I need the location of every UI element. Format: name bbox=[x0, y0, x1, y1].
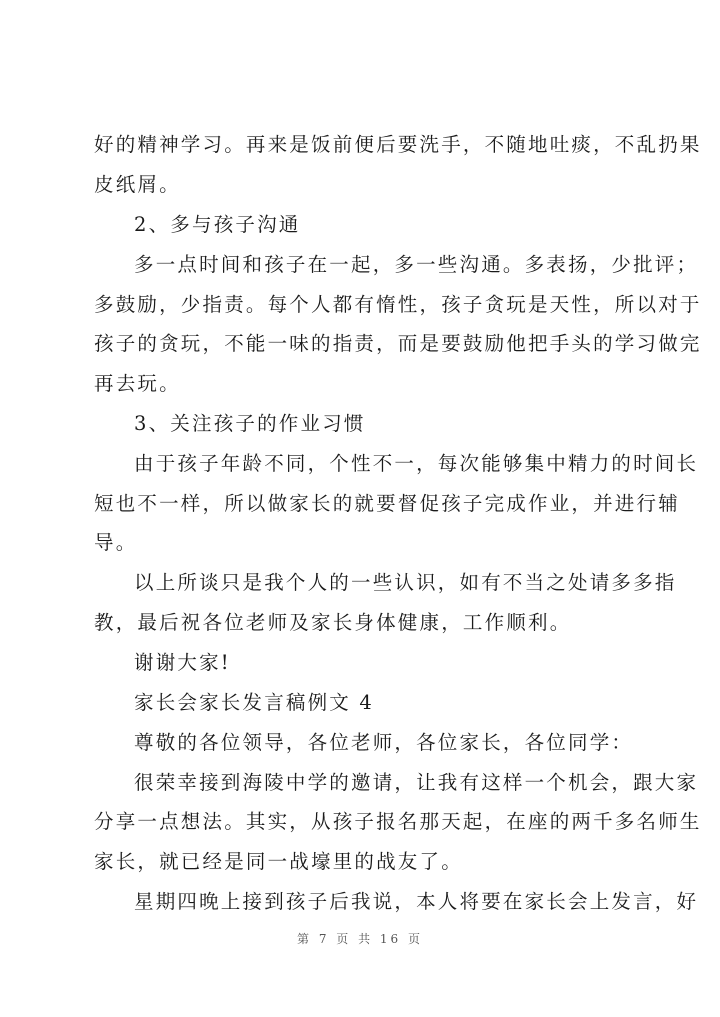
body-text-line: 分享一点想法。其实，从孩子报名那天起，在座的两千多名师生 bbox=[94, 810, 702, 833]
body-text-line: 谢谢大家! bbox=[134, 651, 231, 674]
body-text-line: 以上所谈只是我个人的一些认识，如有不当之处请多多指 bbox=[134, 571, 677, 594]
page-number-footer: 第 7 页 共 16 页 bbox=[297, 932, 423, 946]
body-text-line: 好的精神学习。再来是饭前便后要洗手，不随地吐痰，不乱扔果 bbox=[94, 133, 702, 156]
section-heading: 3、关注孩子的作业习惯 bbox=[134, 412, 366, 435]
body-text-line: 孩子的贪玩，不能一味的指责，而是要鼓励他把手头的学习做完 bbox=[94, 332, 702, 355]
body-text-line: 皮纸屑。 bbox=[94, 173, 181, 196]
body-text-line: 由于孩子年龄不同，个性不一，每次能够集中精力的时间长 bbox=[134, 452, 699, 475]
body-text-line: 再去玩。 bbox=[94, 372, 181, 395]
body-text-line: 短也不一样，所以做家长的就要督促孩子完成作业，并进行辅 bbox=[94, 492, 680, 515]
section-heading: 2、多与孩子沟通 bbox=[134, 213, 301, 236]
greeting-line: 尊敬的各位领导，各位老师，各位家长，各位同学： bbox=[134, 731, 634, 754]
body-text-line: 导。 bbox=[94, 531, 138, 554]
body-text-line: 星期四晚上接到孩子后我说，本人将要在家长会上发言，好 bbox=[134, 890, 699, 913]
article-title: 家长会家长发言稿例文 4 bbox=[134, 691, 375, 714]
body-text-line: 教，最后祝各位老师及家长身体健康，工作顺利。 bbox=[94, 611, 572, 634]
body-text-line: 多一点时间和孩子在一起，多一些沟通。多表扬，少批评； bbox=[134, 253, 699, 276]
body-text-line: 家长，就已经是同一战壕里的战友了。 bbox=[94, 850, 463, 873]
body-text-line: 很荣幸接到海陵中学的邀请，让我有这样一个机会，跟大家 bbox=[134, 771, 699, 794]
body-text-line: 多鼓励，少指责。每个人都有惰性，孩子贪玩是天性，所以对于 bbox=[94, 293, 702, 316]
